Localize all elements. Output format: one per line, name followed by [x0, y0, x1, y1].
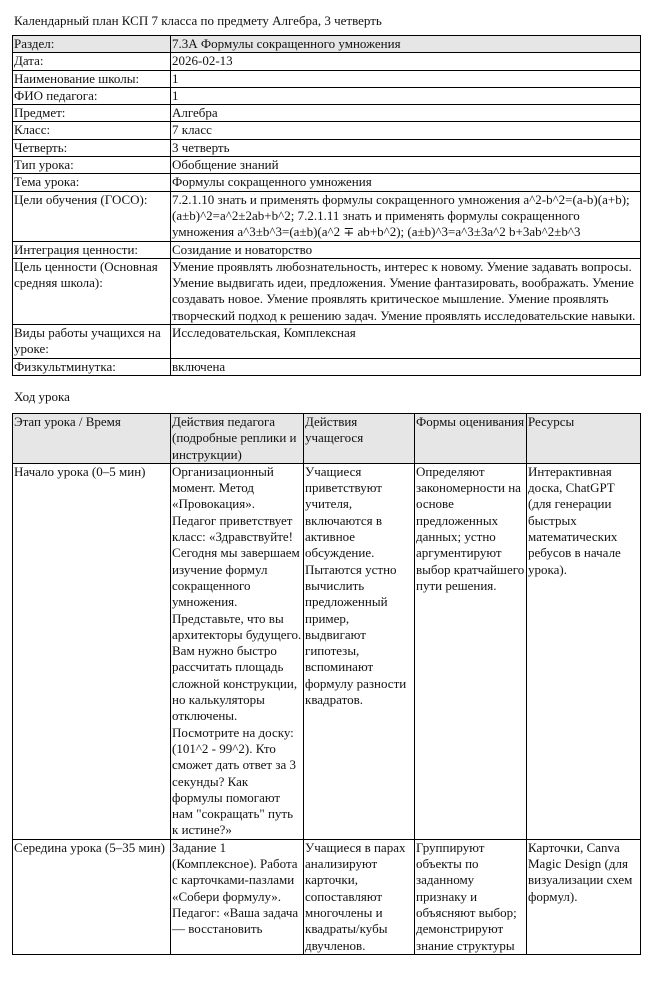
info-value: 1: [171, 87, 641, 104]
info-row-teacher: [13, 87, 641, 104]
info-value: Созидание и новаторство: [171, 241, 641, 258]
lesson-info-table: [12, 35, 641, 376]
info-row-quarter: [13, 139, 641, 156]
info-key: Класс:: [13, 122, 171, 139]
info-row-lesson-type: [13, 157, 641, 174]
cell-student-actions: Учащиеся приветствуют учителя, включаются в активное обсуждение. Пытаются устно вычислить предложенный пример, выдвигают гипотезы, вспоминают формулу разности квадратов.: [304, 463, 415, 839]
info-row-objectives: [13, 191, 641, 241]
info-key: Предмет:: [13, 105, 171, 122]
cell-resources: Карточки, Canva Magic Design (для визуализации схем формул).: [527, 839, 641, 954]
info-key: ФИО педагога:: [13, 87, 171, 104]
cell-assessment: Группируют объекты по заданному признаку и объясняют выбор; демонстрируют знание структуры: [415, 839, 527, 954]
header-student-actions: Действия учащегося: [304, 414, 415, 464]
info-key: Наименование школы:: [13, 70, 171, 87]
info-value: 2026-02-13: [171, 53, 641, 70]
info-row-topic: [13, 174, 641, 191]
info-value: Обобщение знаний: [171, 157, 641, 174]
info-row-physical-break: [13, 358, 641, 375]
info-value: Умение проявлять любознательность, интерес к новому. Умение задавать вопросы. Умение выдвигать идеи, предложения. Умение фантазировать, воображать. Умение создавать новое. Умение проявлять критическое мышление. Умение проявлять творческий подход к решению задач. Умение проявлять исследовательские навыки.: [171, 258, 641, 324]
cell-student-actions: Учащиеся в парах анализируют карточки, сопоставляют многочлены и квадраты/кубы двучленов.: [304, 839, 415, 954]
plan-row-middle: [13, 839, 641, 954]
plan-header-row: [13, 414, 641, 464]
info-value: 7 класс: [171, 122, 641, 139]
info-value: Исследовательская, Комплексная: [171, 325, 641, 359]
info-row-value-integration: [13, 241, 641, 258]
info-key: Физкультминутка:: [13, 358, 171, 375]
info-value: 7.3А Формулы сокращенного умножения: [171, 36, 641, 53]
info-key: Цель ценности (Основная средняя школа):: [13, 258, 171, 324]
info-value: включена: [171, 358, 641, 375]
header-stage: Этап урока / Время: [13, 414, 171, 464]
section-title: Ход урока: [14, 389, 70, 404]
header-resources: Ресурсы: [527, 414, 641, 464]
info-key: Раздел:: [13, 36, 171, 53]
info-value: Формулы сокращенного умножения: [171, 174, 641, 191]
info-key: Тема урока:: [13, 174, 171, 191]
info-key: Виды работы учащихся на уроке:: [13, 325, 171, 359]
info-key: Тип урока:: [13, 157, 171, 174]
info-row-school: [13, 70, 641, 87]
document-title: Календарный план КСП 7 класса по предмету Алгебра, 3 четверть: [14, 13, 382, 28]
info-value: Алгебра: [171, 105, 641, 122]
header-assessment: Формы оценивания: [415, 414, 527, 464]
info-row-class: [13, 122, 641, 139]
cell-teacher-actions: Организационный момент. Метод «Провокация». Педагог приветствует класс: «Здравствуйте! Сегодня мы завершаем изучение формул сокращенного умножения. Представьте, что вы архитекторы будущего. Вам нужно быстро рассчитать площадь сложной конструкции, но калькуляторы отключены. Посмотрите на доску: (101^2 - 99^2). Кто сможет дать ответ за 3 секунды? Как формулы помогают нам "сокращать" путь к истине?»: [171, 463, 304, 839]
info-key: Интеграция ценности:: [13, 241, 171, 258]
cell-stage: Начало урока (0–5 мин): [13, 463, 171, 839]
plan-row-start: [13, 463, 641, 839]
info-row-value-goal: [13, 258, 641, 324]
lesson-plan-table: [12, 413, 641, 955]
info-row-date: [13, 53, 641, 70]
cell-assessment: Определяют закономерности на основе предложенных данных; устно аргументируют выбор кратчайшего пути решения.: [415, 463, 527, 839]
info-row-subject: [13, 105, 641, 122]
cell-stage: Середина урока (5–35 мин): [13, 839, 171, 954]
cell-teacher-actions: Задание 1 (Комплексное). Работа с карточками-пазлами «Собери формулу». Педагог: «Ваша задача — восстановить: [171, 839, 304, 954]
info-row-work-types: [13, 325, 641, 359]
info-row-section: [13, 36, 641, 53]
info-value: 7.2.1.10 знать и применять формулы сокращенного умножения a^2-b^2=(a-b)(a+b); (a±b)^2=a^2±2ab+b^2; 7.2.1.11 знать и применять формулы сокращенного умножения a^3±b^3=(a±b)(a^2 ∓ ab+b^2); (a±b)^3=a^3±3a^2 b+3ab^2±b^3: [171, 191, 641, 241]
header-teacher-actions: Действия педагога (подробные реплики и инструкции): [171, 414, 304, 464]
info-value: 3 четверть: [171, 139, 641, 156]
cell-resources: Интерактивная доска, ChatGPT (для генерации быстрых математических ребусов в начале урока).: [527, 463, 641, 839]
info-value: 1: [171, 70, 641, 87]
info-key: Четверть:: [13, 139, 171, 156]
info-key: Дата:: [13, 53, 171, 70]
info-key: Цели обучения (ГОСО):: [13, 191, 171, 241]
